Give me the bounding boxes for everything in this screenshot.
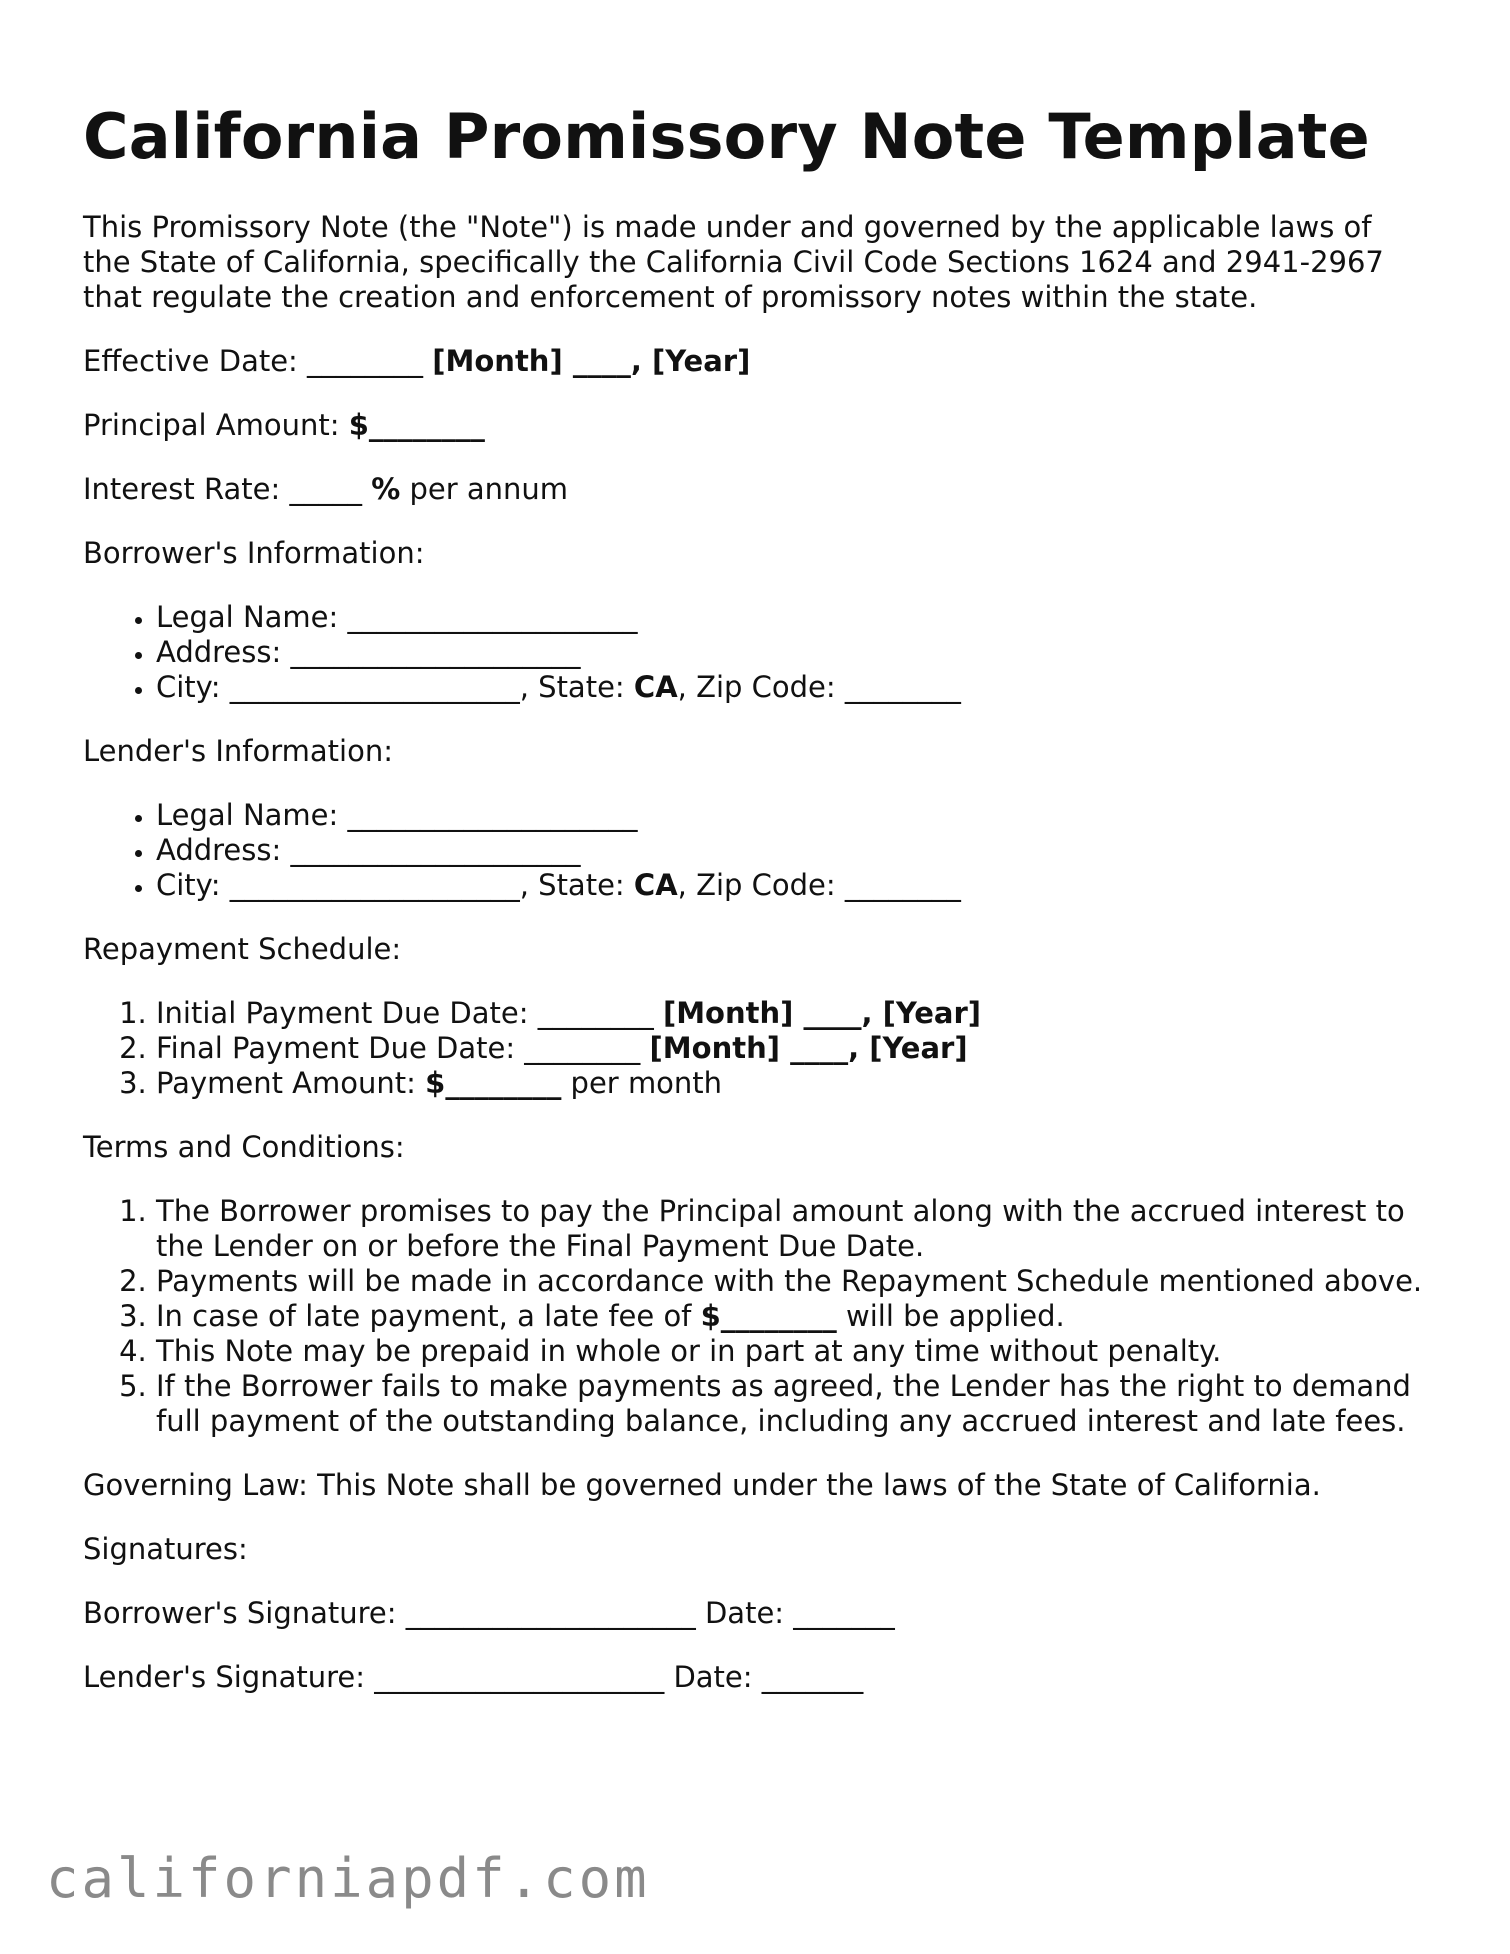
borrower-city: City: ____________________, State: xyxy=(156,670,634,705)
terms-item-2: 2. Payments will be made in accordance with the Repayment Schedule mentioned above. xyxy=(156,1264,1428,1299)
late-fee-value: $________ xyxy=(700,1299,837,1334)
payment-amount-label: Payment Amount: xyxy=(156,1066,426,1101)
repayment-initial-date xyxy=(156,996,1428,1031)
terms-item-3 xyxy=(156,1299,1428,1334)
initial-date-sep: ____, xyxy=(793,996,883,1031)
document-page xyxy=(83,100,1428,1695)
payment-amount-value: $________ xyxy=(425,1066,562,1101)
borrower-legal-name: • Legal Name: ____________________ xyxy=(156,600,1428,635)
initial-date-year: [Year] xyxy=(882,996,981,1031)
terms-list xyxy=(83,1194,1428,1439)
borrower-heading: Borrower's Information: xyxy=(83,536,425,571)
borrower-info-list xyxy=(83,600,1428,705)
effective-date-label: Effective Date: ________ xyxy=(83,344,433,379)
lender-zip: , Zip Code: ________ xyxy=(677,868,961,903)
borrower-signature-line: Borrower's Signature: ____________________ Date: _______ xyxy=(83,1596,895,1631)
governing-law: Governing Law: This Note shall be governed under the laws of the State of California. xyxy=(83,1468,1321,1503)
signatures-heading: Signatures: xyxy=(83,1532,248,1567)
lender-signature-line: Lender's Signature: ____________________ Date: _______ xyxy=(83,1660,864,1695)
document-title: California Promissory Note Template xyxy=(83,100,1370,173)
effective-date-month: [Month] xyxy=(432,344,563,379)
borrower-state: CA xyxy=(633,670,678,705)
repayment-schedule-list xyxy=(83,996,1428,1101)
late-fee-suffix: will be applied. xyxy=(836,1299,1065,1334)
borrower-city-line xyxy=(156,670,1428,705)
interest-label: Interest Rate: _____ xyxy=(83,472,372,507)
watermark: californiapdf.com xyxy=(46,1847,650,1910)
lender-legal-name: • Legal Name: ____________________ xyxy=(156,798,1428,833)
effective-date-line xyxy=(83,344,1428,379)
repayment-heading: Repayment Schedule: xyxy=(83,932,402,967)
lender-address: • Address: ____________________ xyxy=(156,833,1428,868)
borrower-zip: , Zip Code: ________ xyxy=(677,670,961,705)
repayment-amount xyxy=(156,1066,1428,1101)
principal-line xyxy=(83,408,1428,443)
terms-item-4: 4. This Note may be prepaid in whole or in part at any time without penalty. xyxy=(156,1334,1428,1369)
interest-line xyxy=(83,472,1428,507)
intro-paragraph: This Promissory Note (the "Note") is made under and governed by the applicable laws of the State of California, specifically the California Civil Code Sections 1624 and 2941-2967 that regulate the creation and enforcement of promissory notes within the state. xyxy=(83,210,1384,315)
lender-state: CA xyxy=(633,868,678,903)
terms-heading: Terms and Conditions: xyxy=(83,1130,405,1165)
effective-date-year: [Year] xyxy=(651,344,751,379)
lender-city-line xyxy=(156,868,1428,903)
final-date-month: [Month] xyxy=(649,1031,780,1066)
payment-amount-suffix: per month xyxy=(561,1066,723,1101)
lender-heading: Lender's Information: xyxy=(83,734,393,769)
borrower-address: • Address: ____________________ xyxy=(156,635,1428,670)
late-fee-prefix: In case of late payment, a late fee of xyxy=(156,1299,701,1334)
lender-info-list xyxy=(83,798,1428,903)
repayment-final-date xyxy=(156,1031,1428,1066)
terms-item-5: 5. If the Borrower fails to make payments as agreed, the Lender has the right to demand full payment of the outstanding balance, including any accrued interest and late fees. xyxy=(156,1369,1428,1439)
initial-date-month: [Month] xyxy=(662,996,794,1031)
final-date-sep: ____, xyxy=(779,1031,870,1066)
principal-label: Principal Amount: xyxy=(83,408,349,443)
interest-symbol: % xyxy=(371,472,401,507)
lender-city: City: ____________________, State: xyxy=(156,868,634,903)
final-date-year: [Year] xyxy=(869,1031,968,1066)
final-date-label: Final Payment Due Date: ________ xyxy=(156,1031,650,1066)
effective-date-sep: ____, xyxy=(562,344,652,379)
principal-value: $________ xyxy=(348,408,485,443)
initial-date-label: Initial Payment Due Date: ________ xyxy=(156,996,663,1031)
terms-item-1: 1. The Borrower promises to pay the Principal amount along with the accrued interest to the Lender on or before the Final Payment Due Date. xyxy=(156,1194,1428,1264)
interest-suffix: per annum xyxy=(400,472,569,507)
